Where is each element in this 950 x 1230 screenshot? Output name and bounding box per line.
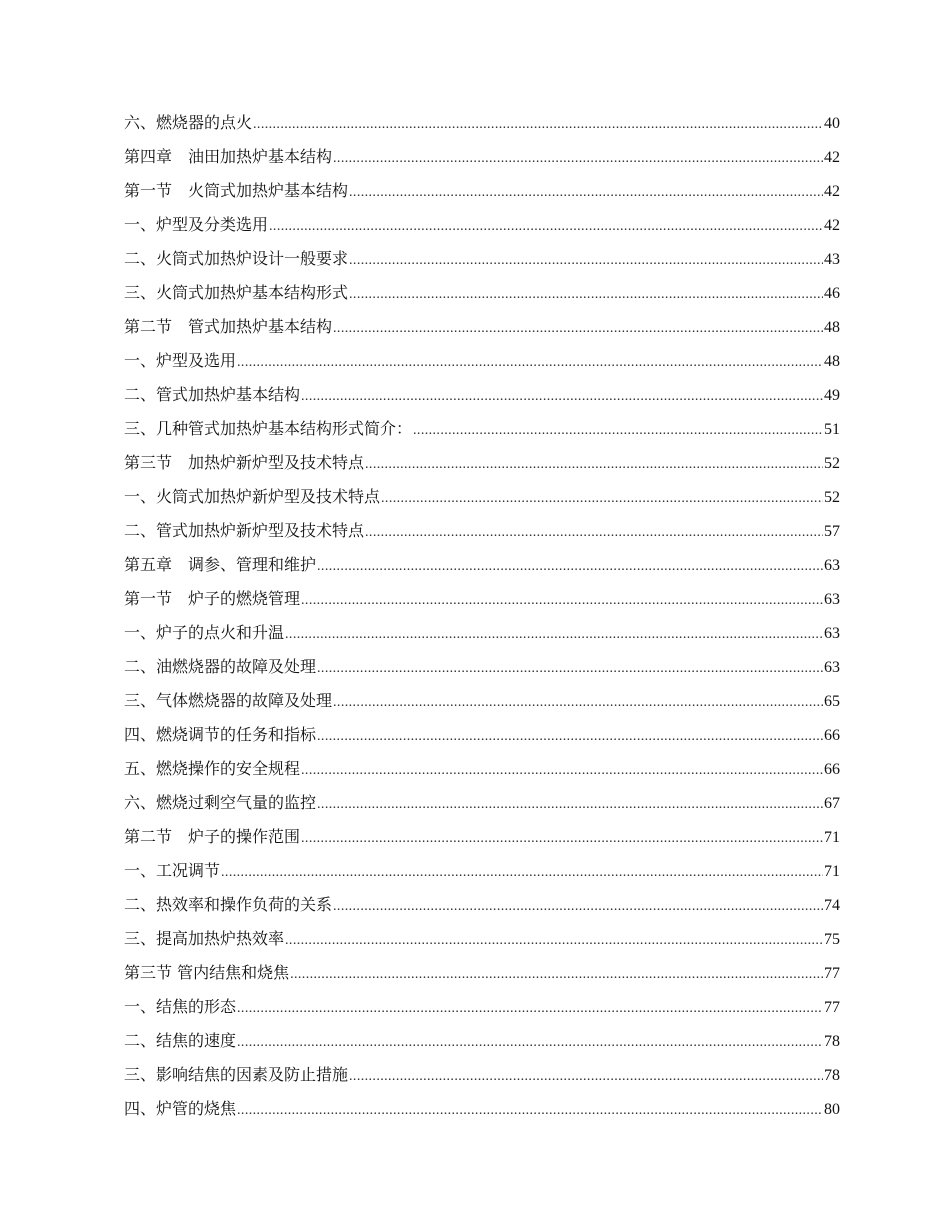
toc-entry-title: 二、热效率和操作负荷的关系 xyxy=(124,895,333,914)
toc-entry-title: 一、炉子的点火和升温 xyxy=(124,623,285,642)
dot-leader xyxy=(381,482,823,516)
toc-entry[interactable] xyxy=(124,310,840,344)
toc-entry-page-number: 40 xyxy=(824,115,840,132)
toc-entry-title: 第二节 炉子的操作范围 xyxy=(124,827,301,846)
dot-leader xyxy=(317,788,823,822)
toc-entry-page-number: 78 xyxy=(824,1033,840,1050)
dot-leader xyxy=(349,278,823,312)
toc-entry-title: 第一节 炉子的燃烧管理 xyxy=(124,589,301,608)
toc-entry-title: 三、几种管式加热炉基本结构形式简介： xyxy=(124,419,413,438)
toc-entry-title: 二、管式加热炉新炉型及技术特点 xyxy=(124,521,365,540)
toc-entry-title: 二、油燃烧器的故障及处理 xyxy=(124,657,317,676)
toc-entry[interactable] xyxy=(124,548,840,582)
dot-leader xyxy=(237,1026,823,1060)
toc-entry-title: 二、结焦的速度 xyxy=(124,1031,237,1050)
toc-entry-page-number: 63 xyxy=(824,557,840,574)
toc-entry[interactable] xyxy=(124,854,840,888)
toc-entry-page-number: 51 xyxy=(824,421,840,438)
dot-leader xyxy=(333,142,823,176)
toc-entry-page-number: 63 xyxy=(824,591,840,608)
toc-entry-page-number: 48 xyxy=(824,353,840,370)
dot-leader xyxy=(333,312,823,346)
toc-entry[interactable] xyxy=(124,276,840,310)
dot-leader xyxy=(221,856,823,890)
dot-leader xyxy=(333,686,823,720)
toc-entry[interactable] xyxy=(124,752,840,786)
table-of-contents xyxy=(124,106,840,1126)
toc-entry-title: 六、燃烧过剩空气量的监控 xyxy=(124,793,317,812)
toc-entry-page-number: 43 xyxy=(824,251,840,268)
dot-leader xyxy=(285,618,823,652)
dot-leader xyxy=(237,346,823,380)
dot-leader xyxy=(349,244,823,278)
toc-entry-page-number: 71 xyxy=(824,863,840,880)
toc-entry-page-number: 42 xyxy=(824,217,840,234)
toc-entry-title: 五、燃烧操作的安全规程 xyxy=(124,759,301,778)
toc-entry-page-number: 42 xyxy=(824,149,840,166)
toc-entry-title: 三、影响结焦的因素及防止措施 xyxy=(124,1065,349,1084)
dot-leader xyxy=(290,958,823,992)
dot-leader xyxy=(317,652,823,686)
toc-entry-page-number: 77 xyxy=(824,965,840,982)
toc-entry[interactable] xyxy=(124,820,840,854)
toc-entry-title: 三、气体燃烧器的故障及处理 xyxy=(124,691,333,710)
toc-entry-title: 四、炉管的烧焦 xyxy=(124,1099,237,1118)
toc-entry[interactable] xyxy=(124,514,840,548)
toc-entry[interactable] xyxy=(124,140,840,174)
dot-leader xyxy=(301,754,823,788)
toc-entry-title: 第三节 加热炉新炉型及技术特点 xyxy=(124,453,365,472)
toc-entry[interactable] xyxy=(124,922,840,956)
toc-entry-title: 第一节 火筒式加热炉基本结构 xyxy=(124,181,349,200)
dot-leader xyxy=(333,890,823,924)
toc-entry[interactable] xyxy=(124,412,840,446)
toc-entry-page-number: 49 xyxy=(824,387,840,404)
toc-entry-page-number: 52 xyxy=(824,455,840,472)
toc-entry[interactable] xyxy=(124,684,840,718)
toc-entry-title: 一、火筒式加热炉新炉型及技术特点 xyxy=(124,487,381,506)
toc-entry[interactable] xyxy=(124,480,840,514)
toc-entry-title: 一、工况调节 xyxy=(124,861,221,880)
dot-leader xyxy=(317,550,823,584)
toc-entry-title: 三、提高加热炉热效率 xyxy=(124,929,285,948)
toc-entry-title: 三、火筒式加热炉基本结构形式 xyxy=(124,283,349,302)
toc-entry[interactable] xyxy=(124,344,840,378)
dot-leader xyxy=(301,380,823,414)
toc-entry-page-number: 48 xyxy=(824,319,840,336)
toc-entry[interactable] xyxy=(124,718,840,752)
dot-leader xyxy=(301,822,823,856)
toc-entry-title: 二、火筒式加热炉设计一般要求 xyxy=(124,249,349,268)
toc-entry[interactable] xyxy=(124,956,840,990)
toc-entry-page-number: 63 xyxy=(824,625,840,642)
toc-entry[interactable] xyxy=(124,786,840,820)
toc-entry-page-number: 71 xyxy=(824,829,840,846)
toc-entry[interactable] xyxy=(124,1024,840,1058)
toc-entry[interactable] xyxy=(124,1058,840,1092)
toc-entry[interactable] xyxy=(124,650,840,684)
dot-leader xyxy=(237,1094,823,1128)
toc-entry-page-number: 80 xyxy=(824,1101,840,1118)
toc-entry[interactable] xyxy=(124,378,840,412)
toc-entry[interactable] xyxy=(124,174,840,208)
toc-entry-title: 第四章 油田加热炉基本结构 xyxy=(124,147,333,166)
toc-entry-page-number: 78 xyxy=(824,1067,840,1084)
toc-entry-title: 一、结焦的形态 xyxy=(124,997,237,1016)
toc-entry-title: 第三节 管内结焦和烧焦 xyxy=(124,963,290,982)
toc-entry-title: 第五章 调参、管理和维护 xyxy=(124,555,317,574)
toc-entry-title: 一、炉型及分类选用 xyxy=(124,215,269,234)
toc-entry-title: 六、燃烧器的点火 xyxy=(124,113,253,132)
toc-entry-page-number: 63 xyxy=(824,659,840,676)
toc-entry[interactable] xyxy=(124,106,840,140)
toc-entry-page-number: 52 xyxy=(824,489,840,506)
toc-entry-title: 二、管式加热炉基本结构 xyxy=(124,385,301,404)
toc-entry-page-number: 74 xyxy=(824,897,840,914)
toc-entry-page-number: 57 xyxy=(824,523,840,540)
toc-entry-page-number: 42 xyxy=(824,183,840,200)
dot-leader xyxy=(365,516,823,550)
toc-entry-title: 四、燃烧调节的任务和指标 xyxy=(124,725,317,744)
dot-leader xyxy=(349,1060,823,1094)
toc-entry[interactable] xyxy=(124,582,840,616)
dot-leader xyxy=(253,108,823,142)
dot-leader xyxy=(285,924,823,958)
toc-entry[interactable] xyxy=(124,990,840,1024)
toc-entry-page-number: 75 xyxy=(824,931,840,948)
toc-entry-page-number: 66 xyxy=(824,761,840,778)
toc-entry[interactable] xyxy=(124,888,840,922)
toc-entry-title: 第二节 管式加热炉基本结构 xyxy=(124,317,333,336)
toc-entry-page-number: 46 xyxy=(824,285,840,302)
toc-entry-page-number: 65 xyxy=(824,693,840,710)
dot-leader xyxy=(413,414,823,448)
toc-entry[interactable] xyxy=(124,208,840,242)
dot-leader xyxy=(269,210,823,244)
dot-leader xyxy=(317,720,823,754)
dot-leader xyxy=(365,448,823,482)
toc-entry-page-number: 66 xyxy=(824,727,840,744)
dot-leader xyxy=(237,992,823,1026)
toc-entry[interactable] xyxy=(124,616,840,650)
toc-entry-page-number: 77 xyxy=(824,999,840,1016)
dot-leader xyxy=(301,584,823,618)
toc-entry[interactable] xyxy=(124,242,840,276)
toc-entry-title: 一、炉型及选用 xyxy=(124,351,237,370)
toc-entry-page-number: 67 xyxy=(824,795,840,812)
dot-leader xyxy=(349,176,823,210)
toc-entry[interactable] xyxy=(124,1092,840,1126)
toc-entry[interactable] xyxy=(124,446,840,480)
